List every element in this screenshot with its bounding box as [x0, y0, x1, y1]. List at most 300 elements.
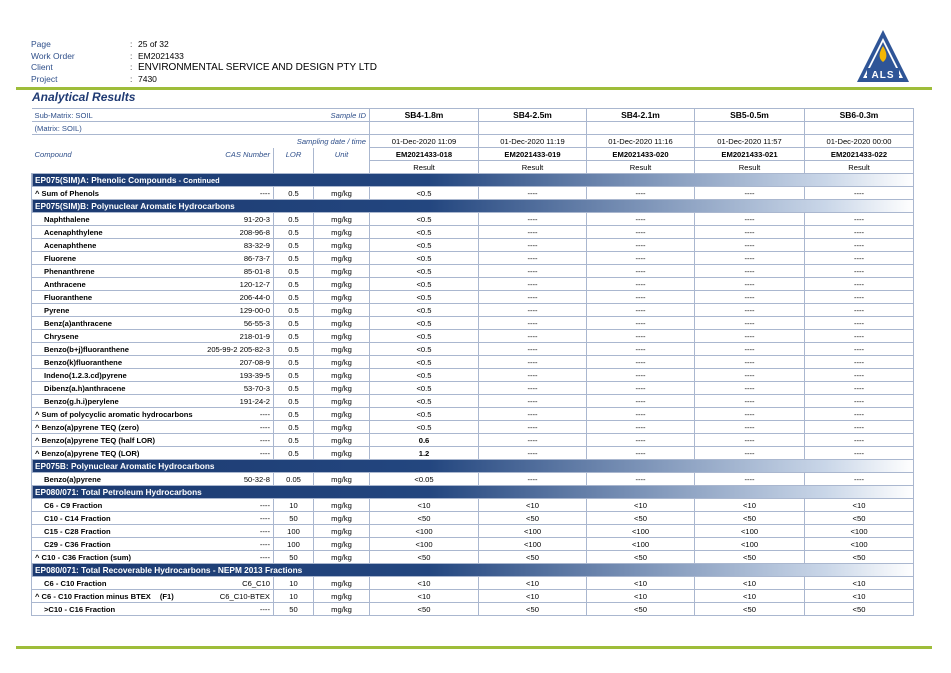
compound-name: C6 - C10 Fraction minus BTEX: [41, 591, 151, 601]
header-row-sample-id: [32, 109, 914, 122]
result-value: <0.5: [370, 408, 479, 421]
header-labels: [31, 39, 75, 85]
table-row: [32, 187, 914, 200]
result-value: ----: [695, 382, 805, 395]
result-value: ----: [587, 278, 695, 291]
cas-number: ----: [197, 408, 274, 421]
compound-name: C15 - C28 Fraction: [44, 526, 111, 536]
sample-id-label: Sample ID: [197, 109, 370, 122]
lor-value: 0.5: [274, 291, 314, 304]
compound-cell: [32, 278, 197, 291]
result-value: <0.5: [370, 343, 479, 356]
unit-value: mg/kg: [314, 187, 370, 200]
cas-number: 50-32-8: [197, 473, 274, 486]
result-value: ----: [587, 369, 695, 382]
result-value: ----: [695, 408, 805, 421]
label-client: Client: [31, 62, 53, 73]
compound-name: Benz(a)anthracene: [44, 318, 112, 328]
compound-name: Fluorene: [44, 253, 77, 263]
compound-name: Benzo(a)pyrene TEQ (LOR): [41, 448, 140, 458]
page-number: 25 of 32: [138, 39, 169, 49]
result-value: ----: [587, 187, 695, 200]
unit-value: mg/kg: [314, 577, 370, 590]
unit-value: mg/kg: [314, 278, 370, 291]
result-value: ----: [479, 434, 587, 447]
result-value: ----: [805, 239, 914, 252]
unit-value: mg/kg: [314, 382, 370, 395]
result-value: ----: [695, 395, 805, 408]
sampling-label: Sampling date / time: [197, 135, 370, 148]
sample-date-2: 01-Dec-2020 11:19: [479, 135, 587, 148]
compound-cell: ^ Benzo(a)pyrene TEQ (zero): [32, 421, 197, 434]
compound-name: Acenaphthylene: [44, 227, 103, 237]
sample-id-2: SB4-2.5m: [479, 109, 587, 122]
result-value: <50: [695, 512, 805, 525]
sample-date-4: 01-Dec-2020 11:57: [695, 135, 805, 148]
result-value: ----: [805, 213, 914, 226]
compound-name: Naphthalene: [44, 214, 90, 224]
header-row-matrix: [32, 122, 914, 135]
section-continued: - Continued: [176, 176, 220, 185]
table-row: [32, 577, 914, 590]
unit-value: mg/kg: [314, 590, 370, 603]
compound-name: C29 - C36 Fraction: [44, 539, 111, 549]
compound-name: Benzo(b+j)fluoranthene: [44, 344, 130, 354]
table-row: [32, 421, 914, 434]
result-value: ----: [695, 239, 805, 252]
result-value: <10: [805, 590, 914, 603]
cas-number: 205-99-2 205-82-3: [197, 343, 274, 356]
compound-cell: [32, 538, 197, 551]
sample-date-3: 01-Dec-2020 11:16: [587, 135, 695, 148]
result-value: <100: [587, 538, 695, 551]
compound-cell: [32, 369, 197, 382]
label-work-order: Work Order: [31, 50, 75, 61]
lab-id-4: EM2021433-021: [695, 148, 805, 161]
sub-matrix: Sub-Matrix: SOIL: [32, 109, 197, 122]
section-header: [32, 486, 914, 499]
result-value: <0.5: [370, 421, 479, 434]
cas-number: 206-44-0: [197, 291, 274, 304]
compound-cell: [32, 603, 197, 616]
result-value: <100: [370, 525, 479, 538]
table-row: [32, 343, 914, 356]
compound-name: Indeno(1.2.3.cd)pyrene: [44, 370, 127, 380]
result-value: <0.5: [370, 317, 479, 330]
result-value: ----: [805, 421, 914, 434]
lor-value: 50: [274, 603, 314, 616]
result-value: <0.5: [370, 291, 479, 304]
compound-name: Phenanthrene: [44, 266, 95, 276]
cas-number: 129-00-0: [197, 304, 274, 317]
section-header: [32, 174, 914, 187]
result-value: 0.6: [370, 434, 479, 447]
result-value: ----: [479, 213, 587, 226]
cas-number: ----: [197, 499, 274, 512]
table-row: [32, 226, 914, 239]
table-row: [32, 369, 914, 382]
lor-value: 0.5: [274, 187, 314, 200]
result-value: ----: [587, 239, 695, 252]
compound-label: Compound: [34, 149, 72, 159]
result-value: <50: [695, 603, 805, 616]
compound-cell: ^ Sum of Phenols: [32, 187, 197, 200]
project-value: 7430: [138, 73, 157, 84]
result-value: ----: [695, 226, 805, 239]
result-value: ----: [479, 369, 587, 382]
table-row: [32, 356, 914, 369]
unit-value: mg/kg: [314, 499, 370, 512]
result-value: <10: [587, 590, 695, 603]
lor-value: 0.5: [274, 356, 314, 369]
result-value: <10: [479, 499, 587, 512]
result-value: 1.2: [370, 447, 479, 460]
cas-label: CAS Number: [197, 148, 274, 161]
result-label-2: Result: [479, 161, 587, 174]
als-logo: [853, 28, 913, 88]
result-value: <0.5: [370, 239, 479, 252]
compound-cell: [32, 330, 197, 343]
result-value: ----: [695, 187, 805, 200]
lor-value: 0.5: [274, 265, 314, 278]
result-value: ----: [479, 317, 587, 330]
table-row: [32, 330, 914, 343]
cas-number: ----: [197, 447, 274, 460]
lab-id-3: EM2021433-020: [587, 148, 695, 161]
result-value: <10: [370, 590, 479, 603]
result-value: ----: [805, 434, 914, 447]
result-value: <10: [695, 590, 805, 603]
compound-cell: [32, 239, 197, 252]
unit-value: mg/kg: [314, 343, 370, 356]
result-value: ----: [587, 421, 695, 434]
section-title: [32, 486, 914, 499]
cas-number: ----: [197, 603, 274, 616]
result-value: ----: [479, 291, 587, 304]
compound-cell: [32, 226, 197, 239]
result-value: ----: [479, 304, 587, 317]
sample-id-5: SB6-0.3m: [805, 109, 914, 122]
cas-number: C6_C10: [197, 577, 274, 590]
cas-number: ----: [197, 187, 274, 200]
result-value: ----: [587, 395, 695, 408]
result-value: <10: [370, 499, 479, 512]
lor-value: 0.5: [274, 408, 314, 421]
table-row: [32, 603, 914, 616]
table-row: [32, 473, 914, 486]
cas-number: 191-24-2: [197, 395, 274, 408]
table-row: [32, 317, 914, 330]
result-value: ----: [695, 278, 805, 291]
result-value: <10: [479, 590, 587, 603]
section-header: [32, 460, 914, 473]
table-row: [32, 213, 914, 226]
lor-value: 0.5: [274, 447, 314, 460]
result-value: ----: [479, 252, 587, 265]
result-value: ----: [695, 265, 805, 278]
result-value: <50: [479, 603, 587, 616]
result-value: <0.5: [370, 187, 479, 200]
result-value: ----: [805, 226, 914, 239]
sample-date-1: 01-Dec-2020 11:09: [370, 135, 479, 148]
work-order-value: EM2021433: [138, 50, 184, 61]
result-value: <10: [695, 577, 805, 590]
compound-name: C6 - C10 Fraction: [44, 578, 107, 588]
lor-value: 0.5: [274, 330, 314, 343]
result-value: ----: [479, 265, 587, 278]
unit-value: mg/kg: [314, 408, 370, 421]
unit-value: mg/kg: [314, 525, 370, 538]
unit-value: mg/kg: [314, 473, 370, 486]
results-table: [31, 108, 914, 616]
compound-name: >C10 - C16 Fraction: [44, 604, 116, 614]
compound-cell: [32, 304, 197, 317]
header-row-lab-id: [32, 148, 914, 161]
compound-name: Benzo(g.h.i)perylene: [44, 396, 119, 406]
matrix: (Matrix: SOIL): [32, 122, 197, 135]
result-label-4: Result: [695, 161, 805, 174]
result-value: <100: [695, 538, 805, 551]
section-title-text: EP080/071: Total Petroleum Hydrocarbons: [35, 487, 202, 497]
table-row: [32, 395, 914, 408]
result-value: ----: [695, 291, 805, 304]
result-value: <0.05: [370, 473, 479, 486]
result-value: <100: [479, 538, 587, 551]
unit-value: mg/kg: [314, 395, 370, 408]
compound-cell: [32, 317, 197, 330]
cas-number: 208-96-8: [197, 226, 274, 239]
result-value: <100: [695, 525, 805, 538]
result-value: ----: [587, 252, 695, 265]
table-row: [32, 252, 914, 265]
lab-id-2: EM2021433-019: [479, 148, 587, 161]
unit-value: mg/kg: [314, 213, 370, 226]
result-value: <50: [805, 603, 914, 616]
lor-value: 0.5: [274, 421, 314, 434]
cas-number: ----: [197, 551, 274, 564]
cas-number: 53-70-3: [197, 382, 274, 395]
table-row: [32, 590, 914, 603]
lor-value: 0.5: [274, 369, 314, 382]
result-value: ----: [695, 473, 805, 486]
compound-name: C6 - C9 Fraction: [44, 500, 103, 510]
sample-id-1: SB4-1.8m: [370, 109, 479, 122]
compound-name: Benzo(a)pyrene TEQ (half LOR): [41, 435, 156, 445]
result-value: ----: [479, 408, 587, 421]
compound-name: Acenaphthene: [44, 240, 97, 250]
cas-number: ----: [197, 538, 274, 551]
result-value: ----: [695, 213, 805, 226]
result-value: <0.5: [370, 369, 479, 382]
result-value: ----: [587, 343, 695, 356]
table-row: [32, 382, 914, 395]
result-value: ----: [587, 408, 695, 421]
compound-cell: [32, 525, 197, 538]
unit-value: mg/kg: [314, 369, 370, 382]
result-value: ----: [805, 382, 914, 395]
result-value: <10: [479, 577, 587, 590]
result-value: ----: [805, 408, 914, 421]
result-value: <50: [587, 551, 695, 564]
result-value: ----: [587, 330, 695, 343]
lor-value: 0.5: [274, 304, 314, 317]
unit-value: mg/kg: [314, 252, 370, 265]
lor-value: 100: [274, 525, 314, 538]
cas-number: 56-55-3: [197, 317, 274, 330]
compound-name-line2: (F1): [159, 591, 174, 601]
result-value: ----: [805, 447, 914, 460]
result-value: ----: [479, 187, 587, 200]
compound-cell: [32, 382, 197, 395]
sample-date-5: 01-Dec-2020 00:00: [805, 135, 914, 148]
cas-number: ----: [197, 434, 274, 447]
result-value: ----: [805, 291, 914, 304]
compound-cell: [32, 395, 197, 408]
lor-value: 0.05: [274, 473, 314, 486]
result-value: ----: [587, 356, 695, 369]
compound-name: Fluoranthene: [44, 292, 93, 302]
compound-cell: ^ Benzo(a)pyrene TEQ (half LOR): [32, 434, 197, 447]
table-row: [32, 278, 914, 291]
result-value: ----: [479, 356, 587, 369]
lor-value: 0.5: [274, 226, 314, 239]
lor-value: 100: [274, 538, 314, 551]
result-value: ----: [695, 434, 805, 447]
result-value: <0.5: [370, 226, 479, 239]
result-value: <0.5: [370, 382, 479, 395]
lor-value: 0.5: [274, 317, 314, 330]
result-value: ----: [587, 317, 695, 330]
result-value: <50: [479, 512, 587, 525]
section-title-text: EP075(SIM)B: Polynuclear Aromatic Hydrocarbons: [35, 201, 235, 211]
result-value: <50: [805, 551, 914, 564]
top-divider: [16, 87, 932, 90]
result-value: <0.5: [370, 252, 479, 265]
result-value: ----: [695, 304, 805, 317]
result-value: <50: [695, 551, 805, 564]
header-row-sampling-date: [32, 135, 914, 148]
result-value: <0.5: [370, 278, 479, 291]
result-value: ----: [587, 434, 695, 447]
unit-value: mg/kg: [314, 421, 370, 434]
section-title-text: EP075(SIM)A: Phenolic Compounds: [35, 175, 177, 185]
lor-value: 0.5: [274, 343, 314, 356]
cas-number: ----: [197, 525, 274, 538]
table-row: [32, 304, 914, 317]
unit-value: mg/kg: [314, 447, 370, 460]
section-title: [32, 460, 914, 473]
result-value: ----: [479, 382, 587, 395]
result-value: ----: [805, 265, 914, 278]
cas-number: C6_C10-BTEX: [197, 590, 274, 603]
result-value: <100: [479, 525, 587, 538]
unit-label: Unit: [314, 148, 370, 161]
unit-value: mg/kg: [314, 538, 370, 551]
result-value: <10: [587, 577, 695, 590]
result-value: ----: [805, 278, 914, 291]
result-value: ----: [695, 330, 805, 343]
result-value: ----: [587, 473, 695, 486]
result-value: ----: [587, 447, 695, 460]
result-value: ----: [587, 291, 695, 304]
result-value: ----: [805, 330, 914, 343]
result-value: <50: [370, 512, 479, 525]
result-value: ----: [479, 421, 587, 434]
section-title-text: EP080/071: Total Recoverable Hydrocarbons - NEPM 2013 Fractions: [35, 565, 303, 575]
table-row: [32, 291, 914, 304]
table-row: [32, 408, 914, 421]
cas-number: ----: [197, 421, 274, 434]
sample-id-4: SB5-0.5m: [695, 109, 805, 122]
lab-id-1: EM2021433-018: [370, 148, 479, 161]
result-value: ----: [805, 473, 914, 486]
cas-number: 91-20-3: [197, 213, 274, 226]
label-page: Page: [31, 39, 51, 49]
compound-name: Benzo(a)pyrene TEQ (zero): [41, 422, 140, 432]
lor-value: 10: [274, 499, 314, 512]
result-label-1: Result: [370, 161, 479, 174]
compound-cell: [32, 356, 197, 369]
result-value: ----: [695, 421, 805, 434]
sample-id-3: SB4-2.1m: [587, 109, 695, 122]
result-value: <100: [805, 525, 914, 538]
result-label-3: Result: [587, 161, 695, 174]
compound-name: Benzo(k)fluoranthene: [44, 357, 123, 367]
result-value: ----: [695, 317, 805, 330]
compound-cell: [32, 512, 197, 525]
section-title: [32, 200, 914, 213]
result-value: ----: [695, 252, 805, 265]
logo-text: ALS: [871, 70, 895, 81]
result-value: <100: [805, 538, 914, 551]
result-value: ----: [479, 447, 587, 460]
result-value: <10: [370, 577, 479, 590]
result-value: <0.5: [370, 356, 479, 369]
compound-name: Benzo(a)pyrene: [44, 474, 101, 484]
result-value: <50: [479, 551, 587, 564]
result-value: ----: [479, 239, 587, 252]
result-value: ----: [805, 304, 914, 317]
compound-cell: ^ C10 - C36 Fraction (sum): [32, 551, 197, 564]
result-value: ----: [805, 369, 914, 382]
result-label-5: Result: [805, 161, 914, 174]
compound-cell: [32, 499, 197, 512]
compound-cell: ^ Sum of polycyclic aromatic hydrocarbons: [32, 408, 197, 421]
table-row: [32, 538, 914, 551]
result-value: <0.5: [370, 330, 479, 343]
compound-cell: [32, 577, 197, 590]
compound-name: C10 - C14 Fraction: [44, 513, 111, 523]
result-value: <0.5: [370, 304, 479, 317]
compound-cell: [32, 291, 197, 304]
lor-label: LOR: [274, 148, 314, 161]
unit-value: mg/kg: [314, 265, 370, 278]
result-value: ----: [587, 382, 695, 395]
cas-number: ----: [197, 512, 274, 525]
table-row: [32, 434, 914, 447]
table-row: [32, 512, 914, 525]
lor-value: 0.5: [274, 278, 314, 291]
unit-value: mg/kg: [314, 226, 370, 239]
compound-name: Sum of polycyclic aromatic hydrocarbons: [41, 409, 193, 419]
cas-number: 193-39-5: [197, 369, 274, 382]
lor-value: 0.5: [274, 395, 314, 408]
lor-value: 50: [274, 512, 314, 525]
result-value: ----: [479, 330, 587, 343]
result-value: ----: [587, 213, 695, 226]
result-value: ----: [805, 252, 914, 265]
unit-value: mg/kg: [314, 551, 370, 564]
